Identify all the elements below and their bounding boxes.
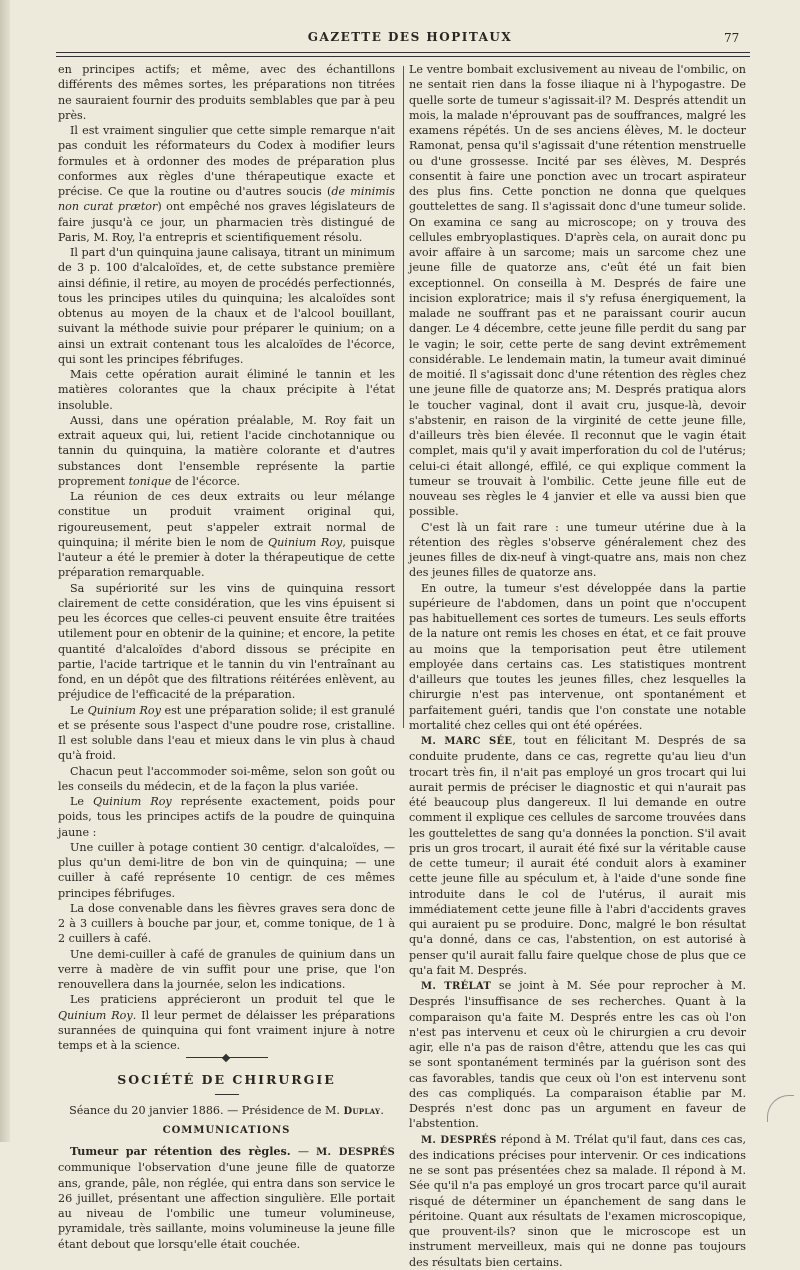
paragraph: Les praticiens apprécieront un produit tel que le Quinium Roy. Il leur permet de délaisser les préparations surannées de quinquina qui font vraiment injure à notre temps et à la science.: [58, 993, 395, 1052]
page-corner-mark: [767, 1095, 794, 1122]
paragraph: La dose convenable dans les fièvres graves sera donc de 2 à 3 cuillers à bouche par jour, et, comme tonique, de 1 à 2 cuillers à café.: [58, 901, 395, 946]
short-rule: [215, 1094, 239, 1095]
paragraph: M. DESPRÉS répond à M. Trélat qu'il faut, dans ces cas, des indications précises pour intervenir. Or ces indications ne se sont pas présentées chez sa malade. Il répond à M. Sée qu'il n'a pas employé un gros trocart parce qu'il aurait risqué de déterminer un épanchement de sang dans le péritoine. Quant aux résultats de l'examen microscopique, que prouvent-ils? sinon que le microscope est un instrument merveilleux, mais qui ne donne pas toujours des résultats bien certains.: [409, 1132, 746, 1269]
paragraph: Une cuiller à potage contient 30 centigr. d'alcaloïdes, — plus qu'un demi-litre de bon vin de quinquina; — une cuiller à café représente 10 centigr. de ces mêmes principes fébrifuges.: [58, 840, 395, 900]
left-column: [58, 62, 395, 1252]
right-column: [409, 62, 746, 1270]
column-rule: [403, 66, 404, 728]
page-number: 77: [724, 31, 740, 45]
header-rule-thick: [56, 52, 750, 53]
paragraph: M. MARC SÉE, tout en félicitant M. Després de sa conduite prudente, dans ce cas, regrette qu'au lieu d'un trocart très fin, il n'ait pas employé un gros trocart qui lui aurait permis de préciser le diagnostic et qui n'aurait pas été beaucoup plus dangereux. Il lui demande en outre comment il explique ces cellules de sarcome trouvées dans les gouttelettes de sang qu'a données la ponction. S'il avait pris un gros trocart, il aurait été fixé sur la véritable cause de cette tumeur; il aurait été conduit alors à examiner cette jeune fille au spéculum et, à l'aide d'une sonde fine introduite dans le col de l'utérus, il aurait mis immédiatement cette jeune fille à l'abri d'accidents graves qui auraient pu se produire. Donc, malgré le bon résultat qu'a donné, dans ce cas, l'abstention, on est autorisé à penser qu'il aurait fallu faire quelque chose de plus que ce qu'a fait M. Després.: [409, 734, 746, 977]
paragraph: La réunion de ces deux extraits ou leur mélange constitue un produit vraiment original qui, rigoureusement, peut s'appeler extrait normal de quinquina; il mérite bien le nom de Quinium Roy, puisque l'auteur a été le premier à doter la thérapeutique de cette préparation remarquable.: [58, 490, 395, 580]
paragraph: Mais cette opération aurait éliminé le tannin et les matières colorantes que la chaux précipite à l'état insoluble.: [58, 368, 395, 412]
paragraph: Aussi, dans une opération préalable, M. Roy fait un extrait aqueux qui, lui, retient l'acide cinchotannique ou tannin du quinquina, la matière colorante et d'autres substances dont l'ensemble représente la partie proprement tonique de l'écorce.: [58, 413, 395, 488]
paragraph: Le Quinium Roy représente exactement, poids pour poids, tous les principes actifs de la poudre de quinquina jaune :: [58, 795, 395, 839]
session-line: Séance du 20 janvier 1886. — Présidence de M. Duplay.: [69, 1103, 384, 1117]
paragraph: Il part d'un quinquina jaune calisaya, titrant un minimum de 3 p. 100 d'alcaloïdes, et, de cette substance première ainsi définie, il retire, au moyen de procédés perfectionnés, tous les principes utiles du quinquina; les alcaloïdes sont obtenus au moyen de la chaux et de l'alcool bouillant, suivant la méthode suivie pour préparer le quinium; on a ainsi un extrait contenant tous les alcaloïdes de l'écorce, qui sont les principes fébrifuges.: [58, 246, 395, 366]
paragraph: Le Quinium Roy est une préparation solide; il est granulé et se présente sous l'aspect d'une poudre rose, cristalline. Il est soluble dans l'eau et mieux dans le vin plus à chaud qu'à froid.: [58, 703, 395, 763]
separator-ornament: [221, 1054, 229, 1062]
running-header: GAZETTE DES HOPITAUX: [307, 30, 513, 44]
paragraph: Une demi-cuiller à café de granules de quinium dans un verre à madère de vin suffit pour une prise, que l'on renouvellera dans la journée, selon les indications.: [58, 947, 395, 991]
paragraph: C'est là un fait rare : une tumeur utérine due à la rétention des règles s'observe généralement chez des jeunes filles de dix-neuf à vingt-quatre ans, mais non chez des jeunes filles de quatorze ans.: [409, 520, 746, 580]
binding-edge: [0, 0, 10, 1142]
paragraph: En outre, la tumeur s'est développée dans la partie supérieure de l'abdomen, dans un point que n'occupent pas habituellement ces sortes de tumeurs. Les seuls efforts de la nature ont remis les choses en état, et ce fait prouve au moins que la temporisation peut être utilement employée dans certains cas. Les statistiques montrent d'ailleurs que toutes les jeunes filles, chez lesquelles la chirurgie n'est pas intervenue, ont spontanément et parfaitement guéri, tandis que l'on constate une notable mortalité chez celles qui ont été opérées.: [409, 581, 746, 732]
section-heading: SOCIÉTÉ DE CHIRURGIE: [117, 1072, 336, 1088]
paragraph: en principes actifs; et même, avec des échantillons différents des mêmes sortes, les préparations non titrées ne sauraient fournir des produits semblables que par à peu près.: [58, 63, 395, 122]
paragraph: Chacun peut l'accommoder soi-même, selon son goût ou les conseils du médecin, et de la façon la plus variée.: [58, 764, 395, 793]
header-rule-thin: [56, 56, 750, 57]
paragraph: Tumeur par rétention des règles. — M. DESPRÉS communique l'observation d'une jeune fille de quatorze ans, grande, pâle, non réglée, qui entra dans son service le 26 juillet, présentant une affection singulière. Elle portait au niveau de l'ombilic une tumeur volumineuse, pyramidale, très saillante, moins volumineuse la jeune fille étant debout que lorsqu'elle était couchée.: [58, 1145, 395, 1251]
subheading: COMMUNICATIONS: [162, 1124, 291, 1136]
section-separator: [186, 1057, 268, 1058]
paragraph: Il est vraiment singulier que cette simple remarque n'ait pas conduit les réformateurs du Codex à modifier leurs formules et à ordonner des modes de préparation plus conformes aux règles d'une thérapeutique exacte et précise. Ce que la routine ou d'autres soucis (de minimis non curat prætor) ont empêché nos graves législateurs de faire jusqu'à ce jour, un pharmacien très distingué de Paris, M. Roy, l'a entrepris et scientifiquement résolu.: [58, 124, 395, 244]
paragraph: Sa supériorité sur les vins de quinquina ressort clairement de cette considération, que les vins épuisent si peu les écorces que celles-ci peuvent ensuite être traitées utilement pour en obtenir de la quinine; et encore, la petite quantité d'alcaloïdes d'abord dissous se précipite en partie, l'acide tartrique et le tannin du vin l'entraînant au fond, en un dépôt que des filtrations réitérées enlèvent, au préjudice de l'efficacité de la préparation.: [58, 581, 396, 702]
paragraph: M. TRÉLAT se joint à M. Sée pour reprocher à M. Després l'insuffisance de ses recherches. Quant à la comparaison qu'a faite M. Després entre les cas où l'on n'est pas intervenu et ceux où le chirurgien a cru devoir agir, elle n'a pas de raison d'être, attendu que les cas qui se sont spontanément terminés par la guérison sont des cas favorables, tandis que ceux où l'on est intervenu sont des cas compliqués. La comparaison établie par M. Després n'est donc pas un argument en faveur de l'abstention.: [409, 979, 747, 1131]
paragraph: Le ventre bombait exclusivement au niveau de l'ombilic, on ne sentait rien dans la fosse iliaque ni à l'hypogastre. De quelle sorte de tumeur s'agissait-il? M. Després attendit un mois, la malade n'éprouvant pas de souffrances, malgré les examens répétés. Un de ses anciens élèves, M. le docteur Ramonat, pensa qu'il s'agissait d'une rétention menstruelle ou d'une grossesse. Incité par ses élèves, M. Després consentit à faire une ponction avec un trocart aspirateur des plus fins. Cette ponction ne donna que quelques gouttelettes de sang. Il s'agissait donc d'une tumeur solide. On examina ce sang au microscope; on y trouva des cellules embryoplastiques. D'après cela, on aurait donc pu avoir affaire à un sarcome; mais un sarcome chez une jeune fille de quatorze ans, c'eût été un fait bien exceptionnel. On conseilla à M. Després de faire une incision exploratrice; mais il s'y refusa énergiquement, la malade ne souffrant pas et ne paraissant courir aucun danger. Le 4 décembre, cette jeune fille perdit du sang par le vagin; le soir, cette perte de sang devint extrêmement considérable. Le lendemain matin, la tumeur avait diminué de moitié. Il s'agissait donc d'une rétention des règles chez une jeune fille de quatorze ans; M. Després pratiqua alors le toucher vaginal, dont il avait cru, jusque-là, devoir s'abstenir, en raison de la virginité de cette jeune fille, d'ailleurs très bien élevée. Il reconnut que le vagin était complet, mais qu'il y avait imperforation du col de l'utérus; celui-ci était allongé, effilé, ce qui explique comment la tumeur se trouvait à l'ombilic. Cette jeune fille eut de nouveau ses règles le 4 janvier et elle va aussi bien que possible.: [409, 63, 746, 519]
